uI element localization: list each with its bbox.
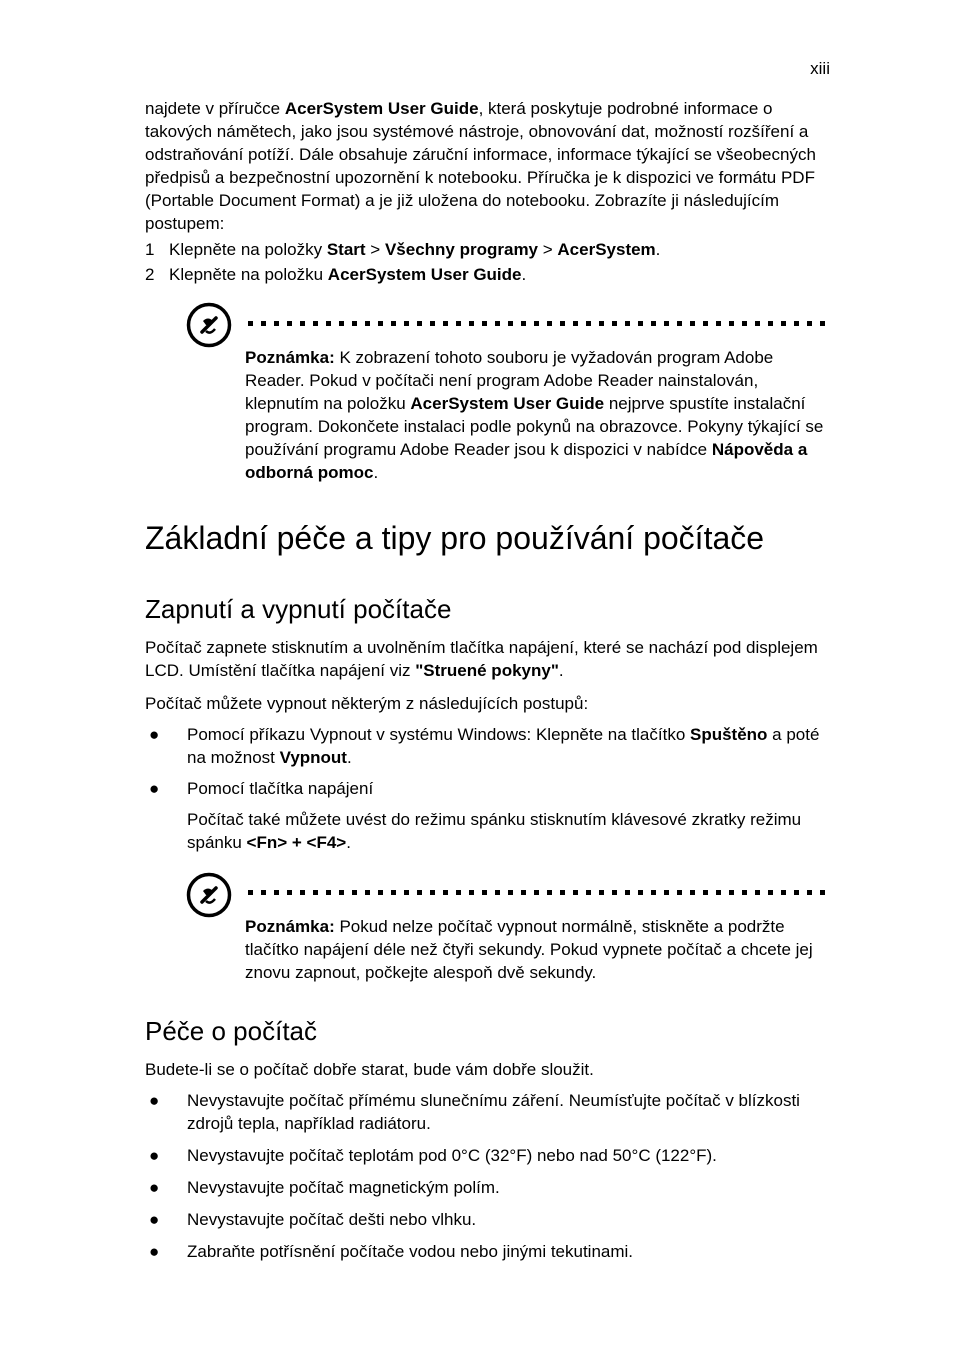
- list-item: ● Nevystavujte počítač dešti nebo vlhku.: [149, 1210, 477, 1229]
- intro-paragraph: najdete v příručce AcerSystem User Guide, která poskytuje podrobné informace o takových námětech, jako jsou systémové nástroje, obnovování dat, možností rozšíření a odstraňování potíží. Dále obsahuje záruční informace, informace týkající se všeobecných předpisů a bezpečnostní upozornění k notebooku. Příručka je k dispozici ve formátu PDF (Portable Document Format) a je již uložena do notebooku. Zobrazíte ji následujícím postupem:: [145, 99, 816, 233]
- power-paragraph: Počítač zapnete stisknutím a uvolněním tlačítka napájení, které se nachází pod displejem LCD. Umístění tlačítka napájení viz "Struené pokyny".: [145, 638, 818, 680]
- steps-list: [145, 238, 835, 288]
- care-bullets: [145, 1089, 835, 1271]
- section-heading-care: Péče o počítač: [145, 1016, 317, 1046]
- note-icon: [186, 302, 232, 348]
- main-heading: Základní péče a tipy pro používání počítače: [145, 520, 765, 556]
- list-item: ● Nevystavujte počítač magnetickým polím.: [149, 1178, 500, 1197]
- list-item: ● Nevystavujte počítač teplotám pod 0°C (32°F) nebo nad 50°C (122°F).: [149, 1146, 717, 1165]
- list-item: ● Pomocí příkazu Vypnout v systému Windows: Klepněte na tlačítko Spuštěno a poté na možnost Vypnout.: [149, 725, 820, 767]
- step-item: 2 Klepněte na položku AcerSystem User Guide.: [145, 265, 527, 284]
- list-item: ● Zabraňte potřísnění počítače vodou nebo jinými tekutinami.: [149, 1242, 634, 1261]
- list-item: ● Nevystavujte počítač přímému slunečnímu záření. Neumísťujte počítač v blízkosti zdrojů tepla, například radiátoru.: [149, 1091, 800, 1133]
- power-paragraph: Počítač můžete vypnout některým z následujících postupů:: [145, 694, 589, 713]
- page-number: xiii: [810, 59, 830, 78]
- list-item: ● Pomocí tlačítka napájení Počítač také můžete uvést do režimu spánku stisknutím klávesové zkratky režimu spánku <Fn> + <F4>.: [149, 779, 802, 852]
- section-heading-power: Zapnutí a vypnutí počítače: [145, 594, 452, 624]
- note-text: Poznámka: K zobrazení tohoto souboru je vyžadován program Adobe Reader. Pokud v počítači není program Adobe Reader nainstalován, klepnutím na položku AcerSystem User Guide nejprve spustíte instalační program. Dokončete instalaci podle pokynů na obrazovce. Pokyny týkající se používání programu Adobe Reader jsou k dispozici v nabídce Nápověda a odborná pomoc.: [245, 348, 824, 482]
- care-paragraph: Budete-li se o počítač dobře starat, bude vám dobře sloužit.: [145, 1060, 594, 1079]
- note-separator: [248, 321, 832, 326]
- power-bullets: [145, 723, 835, 862]
- note-separator: [248, 890, 832, 895]
- note-text: Poznámka: Pokud nelze počítač vypnout normálně, stiskněte a podržte tlačítko napájení déle než čtyři sekundy. Pokud vypnete počítač a chcete jej znovu zapnout, počkejte alespoň dvě sekundy.: [245, 917, 813, 982]
- note-icon: [186, 872, 232, 918]
- step-item: 1 Klepněte na položky Start > Všechny programy > AcerSystem.: [145, 240, 661, 259]
